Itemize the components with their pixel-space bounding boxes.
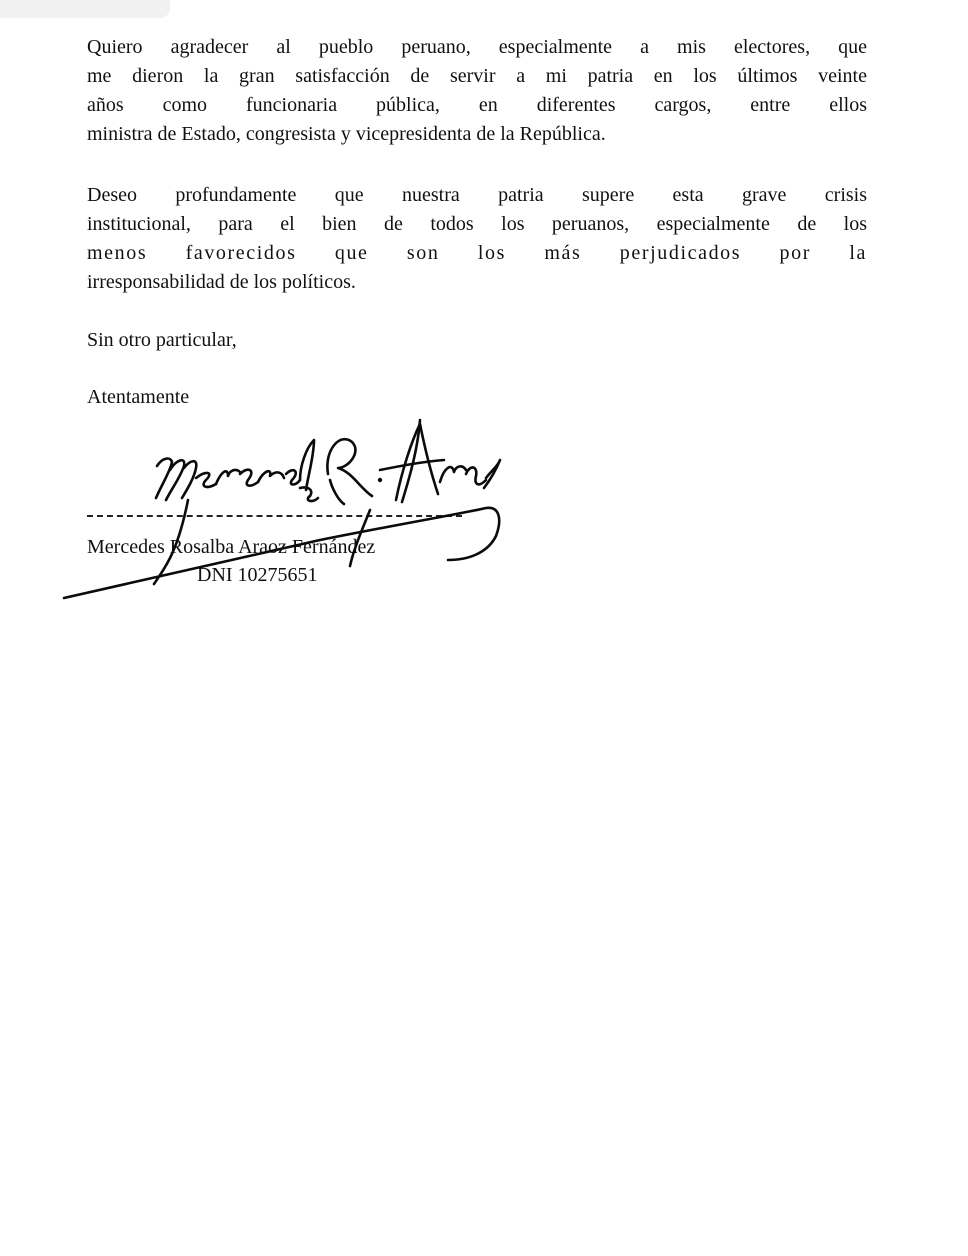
paragraph-line: me dieron la gran satisfacción de servir a mi patria en los últimos veinte	[87, 65, 867, 87]
signatory-name: Mercedes Rosalba Araoz Fernández	[87, 536, 376, 558]
paragraph-wish	[87, 181, 867, 297]
paragraph-gratitude	[87, 33, 867, 149]
paragraph-line: Deseo profundamente que nuestra patria supere esta grave crisis	[87, 184, 867, 206]
signature-line	[87, 515, 462, 517]
scan-edge-artifact	[0, 0, 170, 18]
closing-phrase: Sin otro particular,	[87, 329, 237, 351]
signatory-dni: DNI 10275651	[197, 564, 318, 586]
paragraph-line: Quiero agradecer al pueblo peruano, especialmente a mis electores, que	[87, 36, 867, 58]
paragraph-line: años como funcionaria pública, en diferentes cargos, entre ellos	[87, 94, 867, 116]
paragraph-line: menos favorecidos que son los más perjudicados por la	[87, 242, 867, 264]
sign-off: Atentamente	[87, 386, 190, 408]
paragraph-line: institucional, para el bien de todos los peruanos, especialmente de los	[87, 213, 867, 235]
paragraph-line: ministra de Estado, congresista y vicepresidenta de la República.	[87, 123, 606, 145]
paragraph-line: irresponsabilidad de los políticos.	[87, 271, 356, 293]
